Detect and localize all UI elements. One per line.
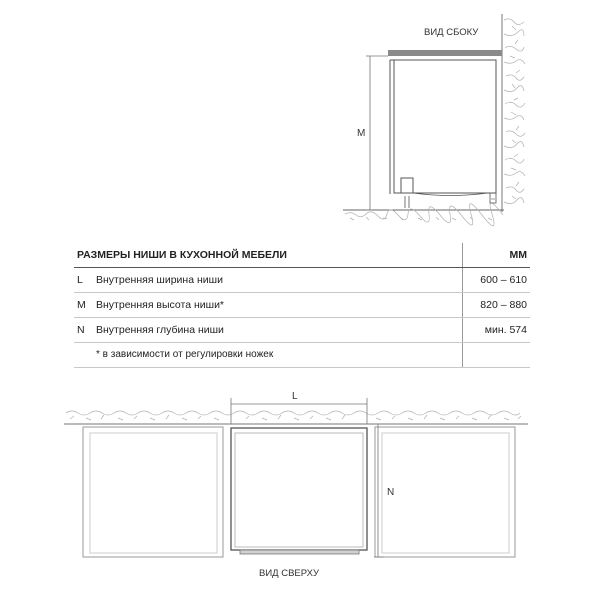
top-appliance (231, 428, 367, 554)
row-label: Внутренняя высота ниши* (96, 299, 225, 311)
row-code: L (77, 274, 83, 286)
row-value: мин. 574 (484, 324, 527, 336)
dimension-m-label: M (357, 128, 366, 139)
row-label: Внутренняя ширина ниши (96, 274, 223, 286)
left-cabinet (83, 427, 223, 557)
dimension-n-label: N (387, 487, 395, 498)
row-code: M (77, 299, 86, 311)
top-dimension-l (231, 398, 367, 424)
top-wall (64, 411, 528, 424)
right-cabinet (375, 427, 515, 557)
side-view-title: ВИД СБОКУ (424, 27, 479, 38)
row-code: N (77, 324, 85, 336)
table-title: РАЗМЕРЫ НИШИ В КУХОННОЙ МЕБЕЛИ (77, 249, 287, 261)
row-value: 600 – 610 (480, 274, 527, 286)
table-unit: ММ (509, 249, 527, 261)
row-label: Внутренняя глубина ниши (96, 324, 224, 336)
row-value: 820 – 880 (480, 299, 527, 311)
top-view-title: ВИД СВЕРХУ (259, 568, 320, 579)
table-footnote: * в зависимости от регулировки ножек (96, 349, 274, 360)
dimension-l-label: L (292, 391, 298, 402)
